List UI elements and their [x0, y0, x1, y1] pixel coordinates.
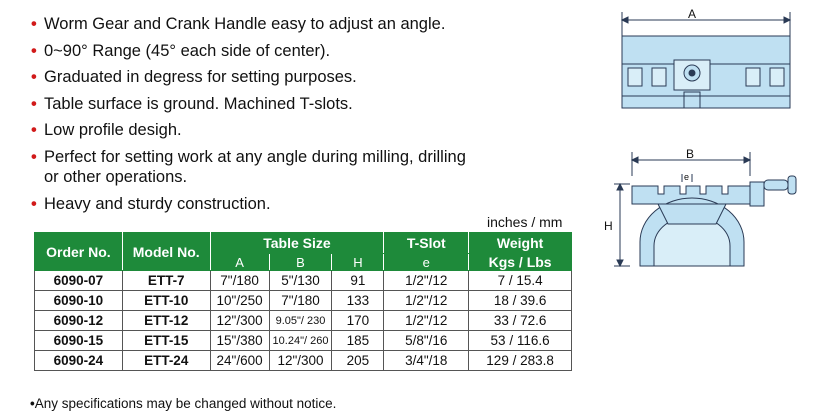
model-cell: ETT-12	[122, 311, 210, 331]
h-cell: 170	[332, 311, 384, 331]
weight-cell: 7 / 15.4	[469, 271, 572, 291]
dimension-label-h: H	[604, 219, 613, 233]
feature-item: • Perfect for setting work at any angle during milling, drilling or other operations.	[31, 147, 466, 186]
spec-table	[34, 232, 572, 371]
dimension-label-a: A	[688, 7, 697, 21]
side-view-drawing	[600, 146, 810, 276]
bullet-icon: •	[31, 68, 37, 86]
b-cell: 5"/130	[269, 271, 332, 291]
h-cell: 91	[332, 271, 384, 291]
feature-item: • Worm Gear and Crank Handle easy to adjust an angle.	[31, 15, 446, 33]
t-slot-cell: 1/2"/12	[384, 291, 469, 311]
b-cell: 7"/180	[269, 291, 332, 311]
bullet-icon: •	[31, 147, 37, 166]
bullet-icon: •	[31, 15, 37, 33]
header-weight-units: Kgs / Lbs	[469, 254, 572, 271]
feature-item: • Low profile desigh.	[31, 121, 182, 139]
weight-cell: 53 / 116.6	[469, 331, 572, 351]
h-cell: 185	[332, 331, 384, 351]
model-cell: ETT-10	[122, 291, 210, 311]
table-row	[35, 351, 572, 371]
unit-note: inches / mm	[487, 214, 563, 230]
bullet-icon: •	[31, 94, 37, 113]
table-row	[35, 271, 572, 291]
table-row	[35, 291, 572, 311]
a-cell: 12"/300	[210, 311, 269, 331]
header-b: B	[269, 254, 332, 271]
header-order-no: Order No.	[35, 233, 123, 271]
h-cell: 205	[332, 351, 384, 371]
header-h: H	[332, 254, 384, 271]
order-cell: 6090-15	[35, 331, 123, 351]
bullet-icon: •	[31, 194, 37, 213]
a-cell: 7"/180	[210, 271, 269, 291]
t-slot-cell: 3/4"/18	[384, 351, 469, 371]
t-slot-cell: 1/2"/12	[384, 271, 469, 291]
order-cell: 6090-24	[35, 351, 123, 371]
bullet-icon: •	[31, 41, 37, 60]
a-cell: 15"/380	[210, 331, 269, 351]
dimension-label-b: B	[686, 147, 695, 161]
t-slot-cell: 1/2"/12	[384, 311, 469, 331]
header-t-slot: T-Slot	[384, 233, 469, 254]
b-cell: 10.24"/ 260	[269, 331, 332, 351]
model-cell: ETT-7	[122, 271, 210, 291]
weight-cell: 18 / 39.6	[469, 291, 572, 311]
footnote	[30, 396, 336, 411]
a-cell: 24"/600	[210, 351, 269, 371]
feature-item: • Graduated in degress for setting purposes.	[31, 68, 357, 86]
order-cell: 6090-07	[35, 271, 123, 291]
table-row	[35, 311, 572, 331]
header-table-size: Table Size	[210, 233, 384, 254]
b-cell: 9.05"/ 230	[269, 311, 332, 331]
footnote-bullet: •	[30, 396, 35, 411]
feature-item: • Heavy and sturdy construction.	[31, 194, 271, 213]
b-cell: 12"/300	[269, 351, 332, 371]
order-cell: 6090-12	[35, 311, 123, 331]
dimension-label-e: e	[684, 172, 690, 182]
weight-cell: 33 / 72.6	[469, 311, 572, 331]
top-view-drawing	[608, 0, 818, 140]
header-e: e	[384, 254, 469, 271]
model-cell: ETT-15	[122, 331, 210, 351]
t-slot-cell: 5/8"/16	[384, 331, 469, 351]
header-weight: Weight	[469, 233, 572, 254]
weight-cell: 129 / 283.8	[469, 351, 572, 371]
model-cell: ETT-24	[122, 351, 210, 371]
footnote-text: Any specifications may be changed without notice.	[34, 396, 337, 411]
a-cell: 10"/250	[210, 291, 269, 311]
table-row	[35, 331, 572, 351]
feature-list	[30, 14, 590, 220]
feature-item: • 0~90° Range (45° each side of center).	[31, 41, 331, 60]
h-cell: 133	[332, 291, 384, 311]
feature-item: • Table surface is ground. Machined T-slots.	[31, 94, 353, 113]
header-a: A	[210, 254, 269, 271]
order-cell: 6090-10	[35, 291, 123, 311]
header-model-no: Model No.	[122, 233, 210, 271]
bullet-icon: •	[31, 121, 37, 139]
